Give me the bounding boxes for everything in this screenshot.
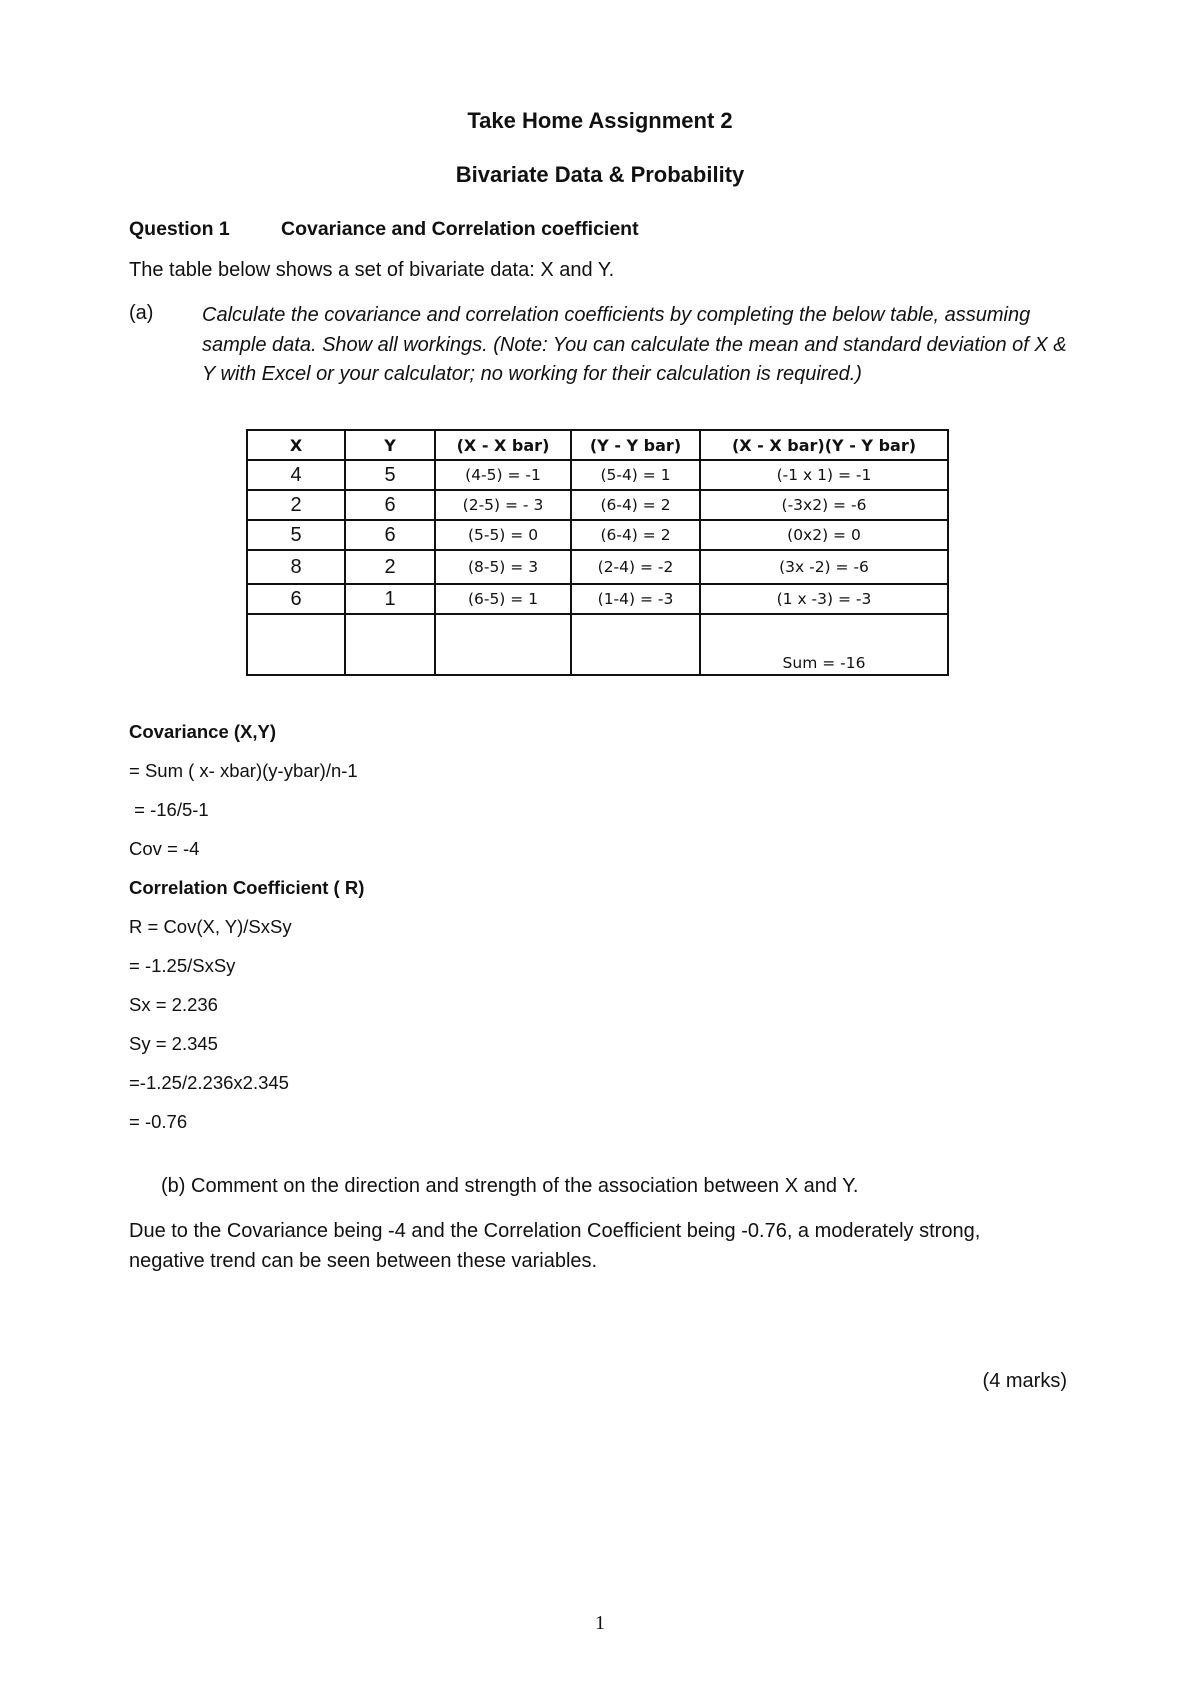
table-header-row (247, 430, 948, 460)
table-cell (435, 614, 571, 675)
table-cell: (2-4) = -2 (571, 550, 700, 584)
correlation-substitution: = -1.25/SxSy (129, 955, 236, 976)
correlation-formula: R = Cov(X, Y)/SxSy (129, 916, 292, 937)
table-cell: 4 (247, 460, 345, 490)
table-header: X (247, 430, 345, 460)
table-header: (Y - Y bar) (571, 430, 700, 460)
table-row (247, 490, 948, 520)
table-cell: (-3x2) = -6 (700, 490, 948, 520)
table-row (247, 460, 948, 490)
question-number: Question 1 (129, 218, 230, 240)
page-number: 1 (595, 1612, 605, 1634)
table-cell: (5-4) = 1 (571, 460, 700, 490)
sy-value: Sy = 2.345 (129, 1033, 218, 1054)
table-header: (X - X bar) (435, 430, 571, 460)
table-cell: (8-5) = 3 (435, 550, 571, 584)
table-cell: (0x2) = 0 (700, 520, 948, 550)
table-cell: (6-4) = 2 (571, 490, 700, 520)
covariance-substitution: = -16/5-1 (129, 799, 209, 820)
table-cell: 5 (247, 520, 345, 550)
table-cell: (4-5) = -1 (435, 460, 571, 490)
document-title: Take Home Assignment 2 (467, 108, 733, 133)
table-cell: (1-4) = -3 (571, 584, 700, 614)
table-cell: 6 (345, 520, 435, 550)
part-a-label: (a) (129, 302, 154, 324)
table-cell: (1 x -3) = -3 (700, 584, 948, 614)
table-cell: 6 (247, 584, 345, 614)
correlation-result: = -0.76 (129, 1111, 188, 1132)
covariance-result: Cov = -4 (129, 838, 200, 859)
document-subtitle: Bivariate Data & Probability (455, 162, 745, 187)
table-cell: (3x -2) = -6 (700, 550, 948, 584)
covariance-heading: Covariance (X,Y) (129, 721, 277, 742)
table-cell: 1 (345, 584, 435, 614)
table-row (247, 584, 948, 614)
table-cell (571, 614, 700, 675)
table-cell: 2 (247, 490, 345, 520)
table-row (247, 520, 948, 550)
table-header: Y (345, 430, 435, 460)
part-b-answer: Due to the Covariance being -4 and the Correlation Coefficient being -0.76, a moderately strong, negative trend can be seen between these variables. (129, 1220, 981, 1272)
table-sum-row (247, 614, 948, 675)
table-cell: (6-5) = 1 (435, 584, 571, 614)
marks-label: (4 marks) (982, 1370, 1067, 1392)
table-cell: (5-5) = 0 (435, 520, 571, 550)
table-cell: (2-5) = - 3 (435, 490, 571, 520)
table-cell: 2 (345, 550, 435, 584)
table-row (247, 550, 948, 584)
part-a-instructions: Calculate the covariance and correlation coefficients by completing the below table, assuming sample data. Show all workings. (Note: You can calculate the mean and standard deviation of X & Y with Excel or your calculator; no working for their calculation is required.) (202, 304, 1067, 385)
table-cell: (-1 x 1) = -1 (700, 460, 948, 490)
table-header: (X - X bar)(Y - Y bar) (700, 430, 948, 460)
sx-value: Sx = 2.236 (129, 994, 218, 1015)
correlation-calculation: =-1.25/2.236x2.345 (129, 1072, 289, 1093)
table-cell: 6 (345, 490, 435, 520)
table-cell: 8 (247, 550, 345, 584)
bivariate-data-table (246, 429, 949, 676)
table-cell (247, 614, 345, 675)
covariance-formula: = Sum ( x- xbar)(y-ybar)/n-1 (129, 760, 358, 781)
question-intro: The table below shows a set of bivariate data: X and Y. (129, 259, 615, 281)
correlation-heading: Correlation Coefficient ( R) (129, 877, 365, 898)
table-cell: 5 (345, 460, 435, 490)
sum-cell: Sum = -16 (700, 614, 948, 675)
part-b-question: (b) Comment on the direction and strength of the association between X and Y. (161, 1175, 859, 1197)
table-cell: (6-4) = 2 (571, 520, 700, 550)
question-title: Covariance and Correlation coefficient (281, 218, 639, 240)
question-heading (129, 218, 639, 241)
table-cell (345, 614, 435, 675)
